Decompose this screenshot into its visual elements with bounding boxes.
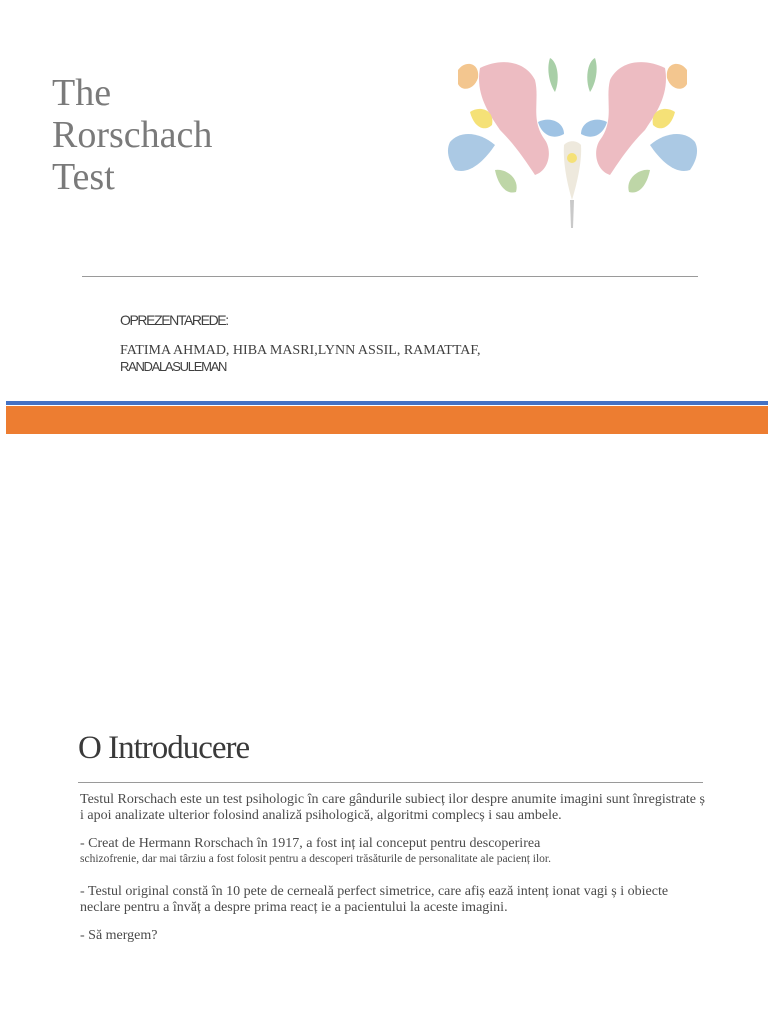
- intro-divider: [78, 782, 703, 783]
- intro-heading: O Introducere: [78, 730, 250, 766]
- title-line-1: The: [52, 72, 112, 114]
- orange-accent-bar: [6, 406, 768, 434]
- intro-paragraph-2-small: schizofrenie, dar mai târziu a fost folosit pentru a descoperi trăsăturile de personalitate ale pacienț ilor.: [80, 853, 551, 865]
- title-line-2: Rorschach: [52, 114, 213, 156]
- presented-by-label: OPREZENTAREDE:: [120, 312, 228, 328]
- title-slide: [0, 0, 768, 440]
- intro-paragraph-4: - Să mergem?: [80, 928, 158, 943]
- title-line-3: Test: [52, 156, 115, 198]
- authors-line-2: RANDALASULEMAN: [120, 359, 227, 374]
- inkblot-image: [440, 50, 705, 232]
- intro-paragraph-1: Testul Rorschach este un test psihologic în care gândurile subiecț ilor despre anumite imagini sunt înregistrate ș i apoi analizate ulterior folosind analiză psihologică, algoritmi complecș i sau ambele.: [80, 792, 705, 823]
- intro-paragraph-2: [80, 836, 710, 866]
- blue-accent-bar: [6, 401, 768, 405]
- intro-slide: [0, 440, 768, 1024]
- intro-paragraph-3: - Testul original constă în 10 pete de cerneală perfect simetrice, care afiș ează intenț ionat vagi ș i obiecte neclare pentru a învăț a despre prima reacț ie a pacientului la aceste imagini.: [80, 884, 669, 915]
- authors: [120, 343, 640, 375]
- intro-paragraph-2-main: - Creat de Hermann Rorschach în 1917, a fost inț ial conceput pentru descoperirea: [80, 836, 541, 851]
- authors-line-1: FATIMA AHMAD, HIBA MASRI,LYNN ASSIL, RAMATTAF,: [120, 343, 481, 358]
- intro-body: [80, 792, 710, 956]
- slide-title: [52, 72, 212, 198]
- title-divider: [82, 276, 698, 277]
